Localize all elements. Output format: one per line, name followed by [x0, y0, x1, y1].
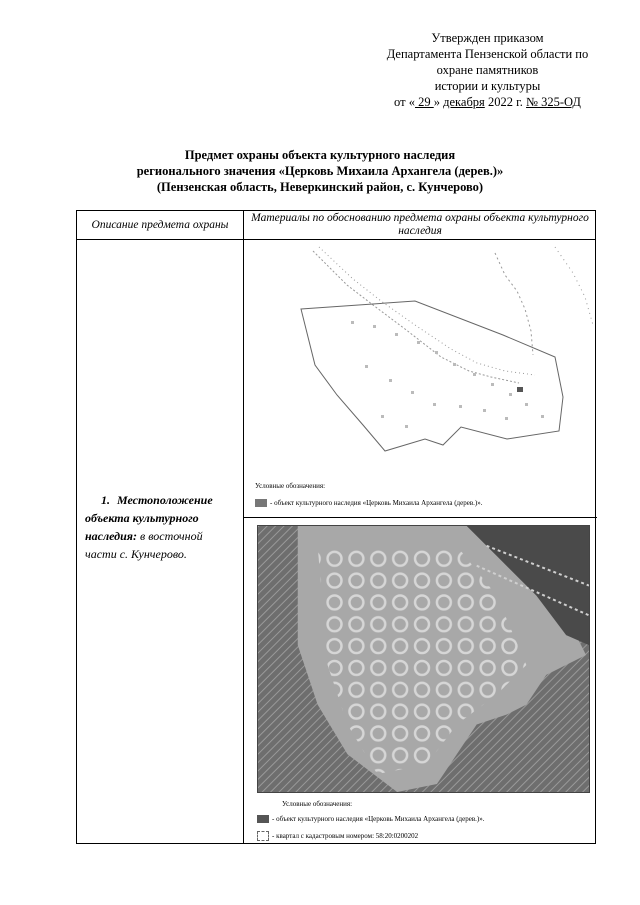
map2-legend-item-heritage	[257, 815, 484, 823]
table-column-divider	[243, 211, 244, 843]
approval-stamp	[360, 30, 615, 110]
title-line-1: Предмет охраны объекта культурного наследия	[184, 148, 456, 162]
row-text: в восточной части с. Кунчерово.	[85, 529, 203, 561]
table-map-divider	[243, 517, 597, 518]
title-line-3: (Пензенская область, Неверкинский район, с. Кунчерово)	[156, 180, 484, 194]
row-number: 1.	[101, 493, 110, 507]
date-prefix: от «	[394, 95, 415, 109]
date-day: 29	[414, 95, 434, 109]
row-label: Местоположение объекта культурного наследия:	[85, 493, 213, 543]
approval-line-4: истории и культуры	[434, 79, 541, 93]
table-header-divider	[77, 239, 595, 240]
heritage-swatch-dark	[257, 815, 269, 823]
title-line-2: регионального значения «Церковь Михаила Архангела (дерев.)»	[136, 164, 504, 178]
settlement-map	[255, 245, 595, 477]
map1-legend-text: - объект культурного наследия «Церковь Михаила Архангела (дерев.)».	[270, 499, 483, 507]
cadastral-map	[257, 525, 590, 793]
approval-date-line	[360, 94, 615, 110]
map1-legend-title: Условные обозначения:	[255, 482, 326, 490]
heritage-object-marker	[517, 387, 523, 392]
order-number: № 325-ОД	[526, 95, 581, 109]
approval-line-2: Департамента Пензенской области по	[386, 47, 589, 61]
protection-table	[76, 210, 596, 844]
map2-legend-title: Условные обозначения:	[282, 800, 353, 808]
map2-legend-text-2: - квартал с кадастровым номером: 58:20:0200202	[272, 832, 419, 840]
header-description: Описание предмета охраны	[91, 219, 229, 231]
header-materials: Материалы по обоснованию предмета охраны объекта культурного наследия	[251, 212, 589, 237]
date-month: декабря	[443, 95, 485, 109]
approval-line-1: Утвержден приказом	[431, 31, 544, 45]
date-year: 2022 г.	[484, 95, 527, 109]
map2-legend-text-1: - объект культурного наследия «Церковь Михаила Архангела (дерев.)».	[272, 815, 485, 823]
map1-legend-item	[255, 499, 482, 507]
row-description	[85, 491, 235, 563]
heritage-swatch	[255, 499, 267, 507]
map2-legend-item-cadastral	[257, 831, 418, 841]
document-title	[60, 147, 580, 195]
date-mid: »	[433, 95, 444, 109]
approval-line-3: охране памятников	[436, 63, 539, 77]
cadastral-swatch	[257, 831, 269, 841]
